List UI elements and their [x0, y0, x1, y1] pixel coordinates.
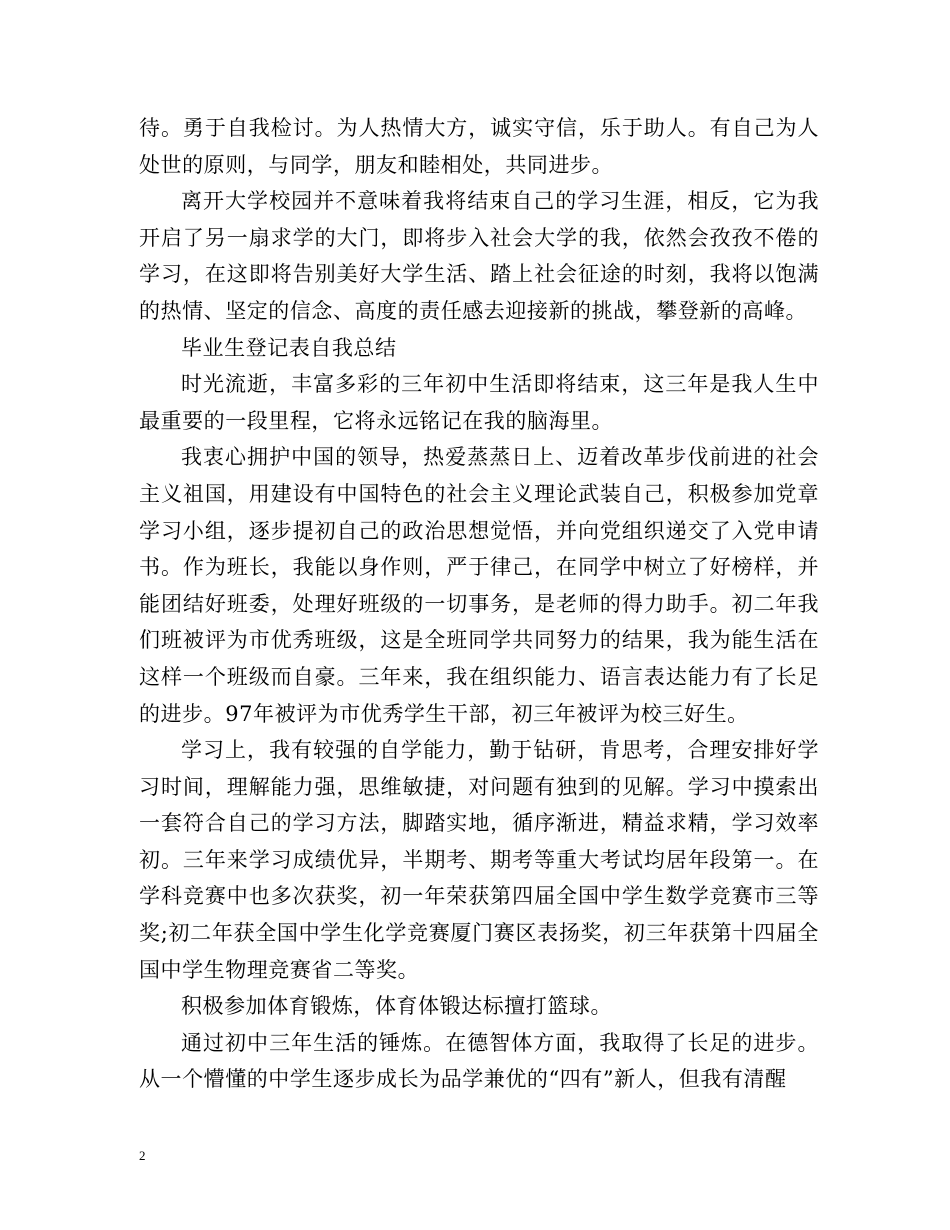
paragraph: 通过初中三年生活的锤炼。在德智体方面，我取得了长足的进步。从一个懵懂的中学生逐步成长为品学兼优的“四有”新人，但我有清醒: [139, 1030, 819, 1092]
paragraph: 学习上，我有较强的自学能力，勤于钻研，肯思考，合理安排好学习时间，理解能力强，思维敏捷，对问题有独到的见解。学习中摸索出一套符合自己的学习方法，脚踏实地，循序渐进，精益求精，学习效率初。三年来学习成绩优异，半期考、期考等重大考试均居年段第一。在学科竞赛中也多次获奖，初一年荣获第四届全国中学生数学竞赛市三等奖;初二年获全国中学生化学竞赛厦门赛区表扬奖，初三年获第十四届全国中学生物理竞赛省二等奖。: [139, 738, 819, 982]
body-text: [139, 110, 819, 1098]
paragraph: 时光流逝，丰富多彩的三年初中生活即将结束，这三年是我人生中最重要的一段里程，它将永远铭记在我的脑海里。: [139, 372, 819, 433]
paragraph: 我衷心拥护中国的领导，热爱蒸蒸日上、迈着改革步伐前进的社会主义祖国，用建设有中国特色的社会主义理论武装自己，积极参加党章学习小组，逐步提初自己的政治思想觉悟，并向党组织递交了入党申请书。作为班长，我能以身作则，严于律己，在同学中树立了好榜样，并能团结好班委，处理好班级的一切事务，是老师的得力助手。初二年我们班被评为市优秀班级，这是全班同学共同努力的结果，我为能生活在这样一个班级而自豪。三年来，我在组织能力、语言表达能力有了长足的进步。97年被评为市优秀学生干部，初三年被评为校三好生。: [139, 445, 819, 726]
paragraph: 积极参加体育锻炼，体育体锻达标擅打篮球。: [181, 994, 612, 1019]
paragraph: 离开大学校园并不意味着我将结束自己的学习生涯，相反，它为我开启了另一扇求学的大门，即将步入社会大学的我，依然会孜孜不倦的学习，在这即将告别美好大学生活、踏上社会征途的时刻，我将以饱满的热情、坚定的信念、高度的责任感去迎接新的挑战，攀登新的高峰。: [139, 189, 819, 323]
page-number: 2: [139, 1148, 146, 1163]
paragraph: 待。勇于自我检讨。为人热情大方，诚实守信，乐于助人。有自己为人处世的原则，与同学，朋友和睦相处，共同进步。: [139, 116, 819, 177]
section-heading: 毕业生登记表自我总结: [181, 335, 397, 360]
